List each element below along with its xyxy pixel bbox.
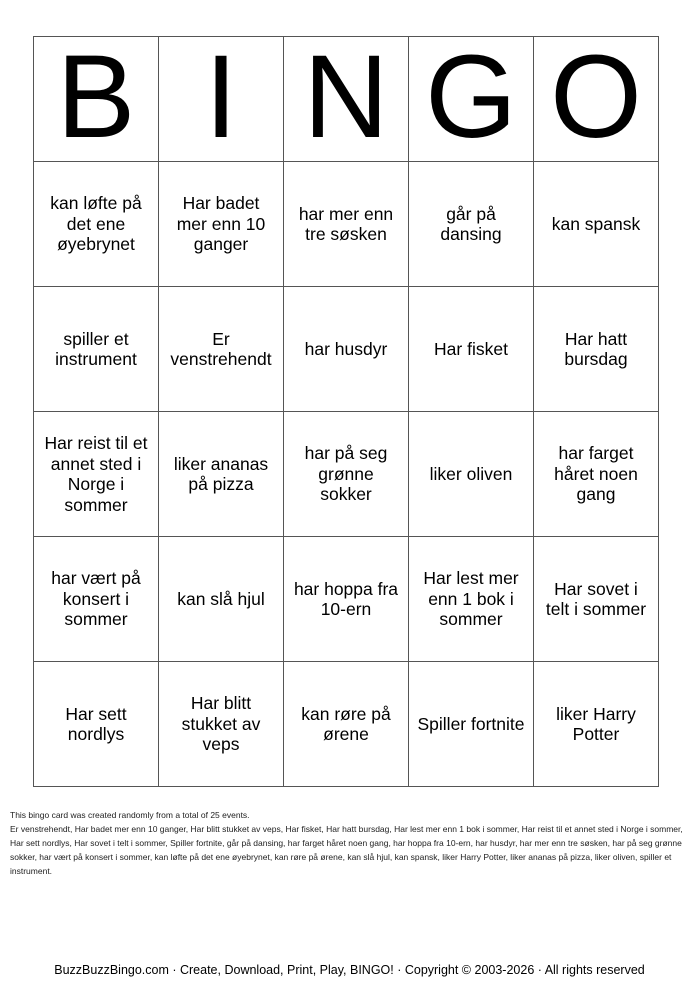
bingo-cell <box>409 162 534 287</box>
cell-text: kan løfte på det ene øyebrynet <box>50 193 142 255</box>
header-letter: G <box>425 31 517 163</box>
bingo-card <box>33 31 659 787</box>
footnote-summary: This bingo card was created randomly from a total of 25 events. <box>10 810 250 820</box>
cell-text: har hoppa fra 10-ern <box>293 578 399 619</box>
cell-text: kan spansk <box>551 213 641 234</box>
footnote-event-list: Er venstrehendt, Har badet mer enn 10 ganger, Har blitt stukket av veps, Har fisket, Har hatt bursdag, Har lest mer enn 1 bok i sommer, Har reist til et annet sted i Norge i sommer, Har sett nordlys, Har sovet i telt i sommer, Spiller fortnite, går på dansing, har farget håret noen gang, har hoppa fra 10-ern, har husdyr, har mer enn tre søsken, har på seg grønne sokker, har vært på konsert i sommer, kan løfte på det ene øyebrynet, kan røre på ørene, kan slå hjul, kan spansk, liker Harry Potter, liker ananas på pizza, liker oliven, spiller et instrument. <box>10 824 683 876</box>
bingo-cell <box>159 412 284 537</box>
bingo-cell <box>159 287 284 412</box>
bingo-row-5 <box>34 662 659 787</box>
cell-text: Har badet mer enn 10 ganger <box>176 193 266 255</box>
cell-text: Har lest mer enn 1 bok i sommer <box>423 568 519 630</box>
bingo-cell <box>409 662 534 787</box>
bingo-cell <box>159 162 284 287</box>
cell-text: kan røre på ørene <box>301 703 391 744</box>
bingo-cell <box>284 662 409 787</box>
bingo-cell <box>34 287 159 412</box>
cell-text: har husdyr <box>304 338 388 359</box>
bingo-cell <box>534 412 659 537</box>
cell-text: har mer enn tre søsken <box>298 203 394 244</box>
bingo-cell <box>534 537 659 662</box>
bingo-cell <box>34 662 159 787</box>
bingo-cell <box>284 537 409 662</box>
bingo-cell <box>159 537 284 662</box>
site-footer: BuzzBuzzBingo.com · Create, Download, Print, Play, BINGO! · Copyright © 2003-2026 · All rights reserved <box>54 963 645 977</box>
bingo-cell <box>284 162 409 287</box>
bingo-cell <box>534 662 659 787</box>
header-letter: N <box>303 31 389 163</box>
bingo-cell <box>409 287 534 412</box>
header-letter-b <box>34 31 159 163</box>
cell-text: Spiller fortnite <box>417 713 525 734</box>
bingo-cell <box>34 412 159 537</box>
bingo-cell <box>409 537 534 662</box>
cell-text: Er venstrehendt <box>170 328 272 369</box>
bingo-row-4 <box>34 537 659 662</box>
bingo-cell <box>284 412 409 537</box>
bingo-cell <box>34 162 159 287</box>
bingo-cell <box>409 412 534 537</box>
header-letter: B <box>56 31 136 163</box>
cell-text: Har blitt stukket av veps <box>181 693 261 755</box>
card-footnote <box>10 808 685 878</box>
cell-text: går på dansing <box>440 203 502 244</box>
bingo-cell <box>534 162 659 287</box>
cell-text: Har fisket <box>434 338 508 359</box>
cell-text: liker oliven <box>429 463 513 484</box>
cell-text: Har sett nordlys <box>65 703 127 744</box>
bingo-row-3 <box>34 412 659 537</box>
bingo-row-1 <box>34 162 659 287</box>
header-letter: I <box>204 31 238 163</box>
bingo-cell <box>159 662 284 787</box>
cell-text: har vært på konsert i sommer <box>51 568 141 630</box>
bingo-cell <box>284 287 409 412</box>
cell-text: Har hatt bursdag <box>564 328 628 369</box>
header-letter-o <box>534 31 659 163</box>
header-row <box>34 37 659 162</box>
header-letter-n <box>284 31 409 163</box>
cell-text: spiller et instrument <box>55 328 137 369</box>
cell-text: liker Harry Potter <box>556 703 636 744</box>
header-letter: O <box>550 31 642 163</box>
bingo-row-2 <box>34 287 659 412</box>
cell-text: kan slå hjul <box>177 588 265 609</box>
cell-text: har farget håret noen gang <box>554 443 638 505</box>
cell-text: Har reist til et annet sted i Norge i sommer <box>44 433 148 515</box>
cell-text: har på seg grønne sokker <box>304 443 388 505</box>
cell-text: Har sovet i telt i sommer <box>545 578 647 619</box>
cell-text: liker ananas på pizza <box>173 453 269 494</box>
bingo-cell <box>534 287 659 412</box>
header-letter-i <box>159 31 284 163</box>
header-letter-g <box>409 31 534 163</box>
bingo-cell <box>34 537 159 662</box>
